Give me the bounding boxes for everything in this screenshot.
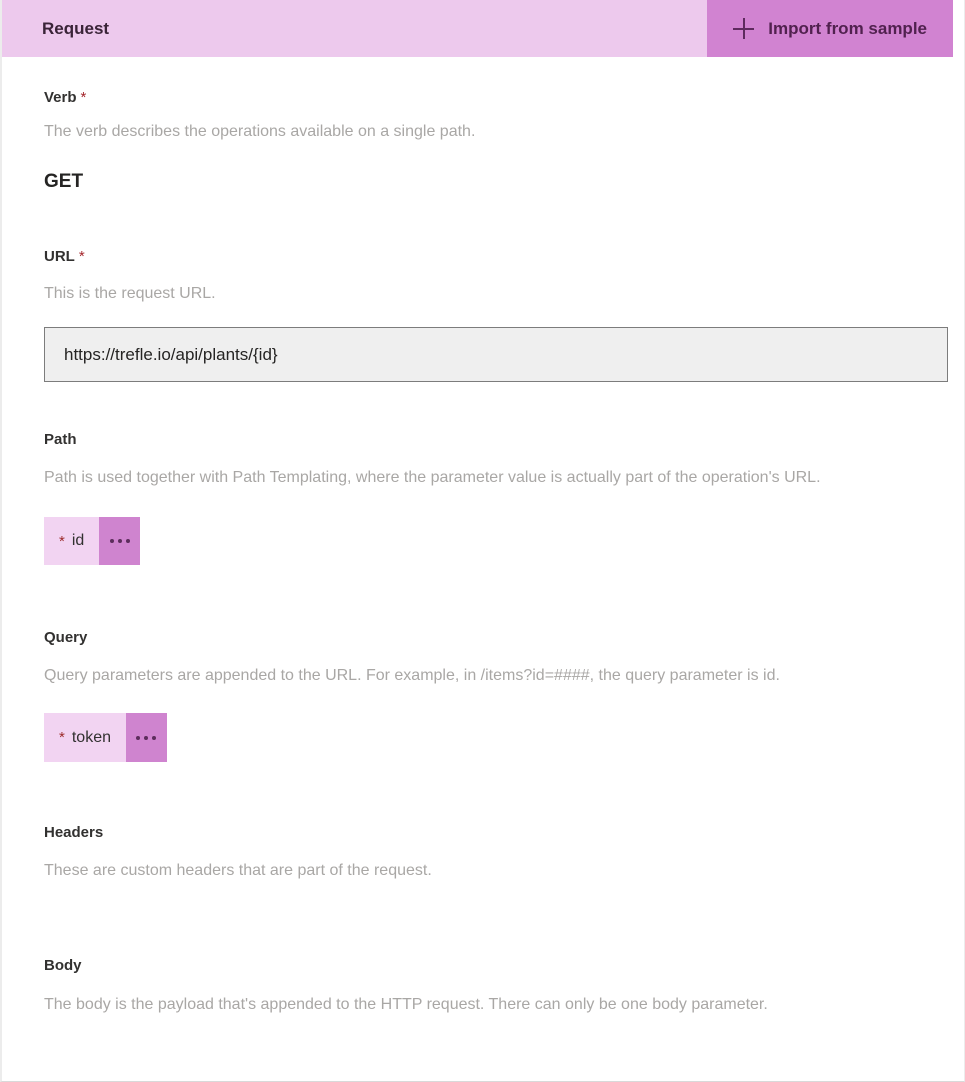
verb-label: Verb * <box>44 89 87 106</box>
query-param-chip <box>44 713 167 762</box>
query-params-row <box>44 713 948 762</box>
verb-value: GET <box>44 171 84 192</box>
body-description: The body is the payload that's appended to the HTTP request. There can only be one body parameter. <box>44 996 768 1013</box>
headers-label: Headers <box>44 824 104 841</box>
headers-description: These are custom headers that are part of the request. <box>44 862 432 879</box>
query-label: Query <box>44 629 88 646</box>
request-form <box>2 88 964 1015</box>
url-description: This is the request URL. <box>44 285 216 302</box>
query-param-token[interactable] <box>44 713 126 762</box>
query-description: Query parameters are appended to the URL. For example, in /items?id=####, the query parameter is id. <box>44 667 780 684</box>
path-param-id[interactable] <box>44 517 99 565</box>
plus-icon <box>733 18 754 39</box>
path-params-row <box>44 517 948 565</box>
ellipsis-icon <box>136 736 156 740</box>
query-param-menu-button[interactable] <box>126 713 167 762</box>
required-asterisk: * <box>59 729 65 746</box>
url-input[interactable] <box>44 327 948 382</box>
param-name: token <box>71 728 111 746</box>
path-description: Path is used together with Path Templating, where the parameter value is actually part of the operation's URL. <box>44 469 821 486</box>
import-from-sample-button[interactable] <box>707 0 953 57</box>
required-asterisk: * <box>78 248 85 265</box>
url-label: URL * <box>44 248 85 265</box>
body-label: Body <box>44 957 82 974</box>
path-label: Path <box>44 431 77 448</box>
param-name: id <box>71 532 85 549</box>
import-from-sample-label: Import from sample <box>768 18 927 38</box>
path-param-menu-button[interactable] <box>99 517 140 565</box>
ellipsis-icon <box>110 539 130 543</box>
request-header-bar <box>2 0 953 57</box>
section-title: Request <box>42 18 110 38</box>
path-param-chip <box>44 517 140 565</box>
verb-description: The verb describes the operations available on a single path. <box>44 123 476 140</box>
required-asterisk: * <box>59 532 65 550</box>
required-asterisk: * <box>80 89 87 106</box>
